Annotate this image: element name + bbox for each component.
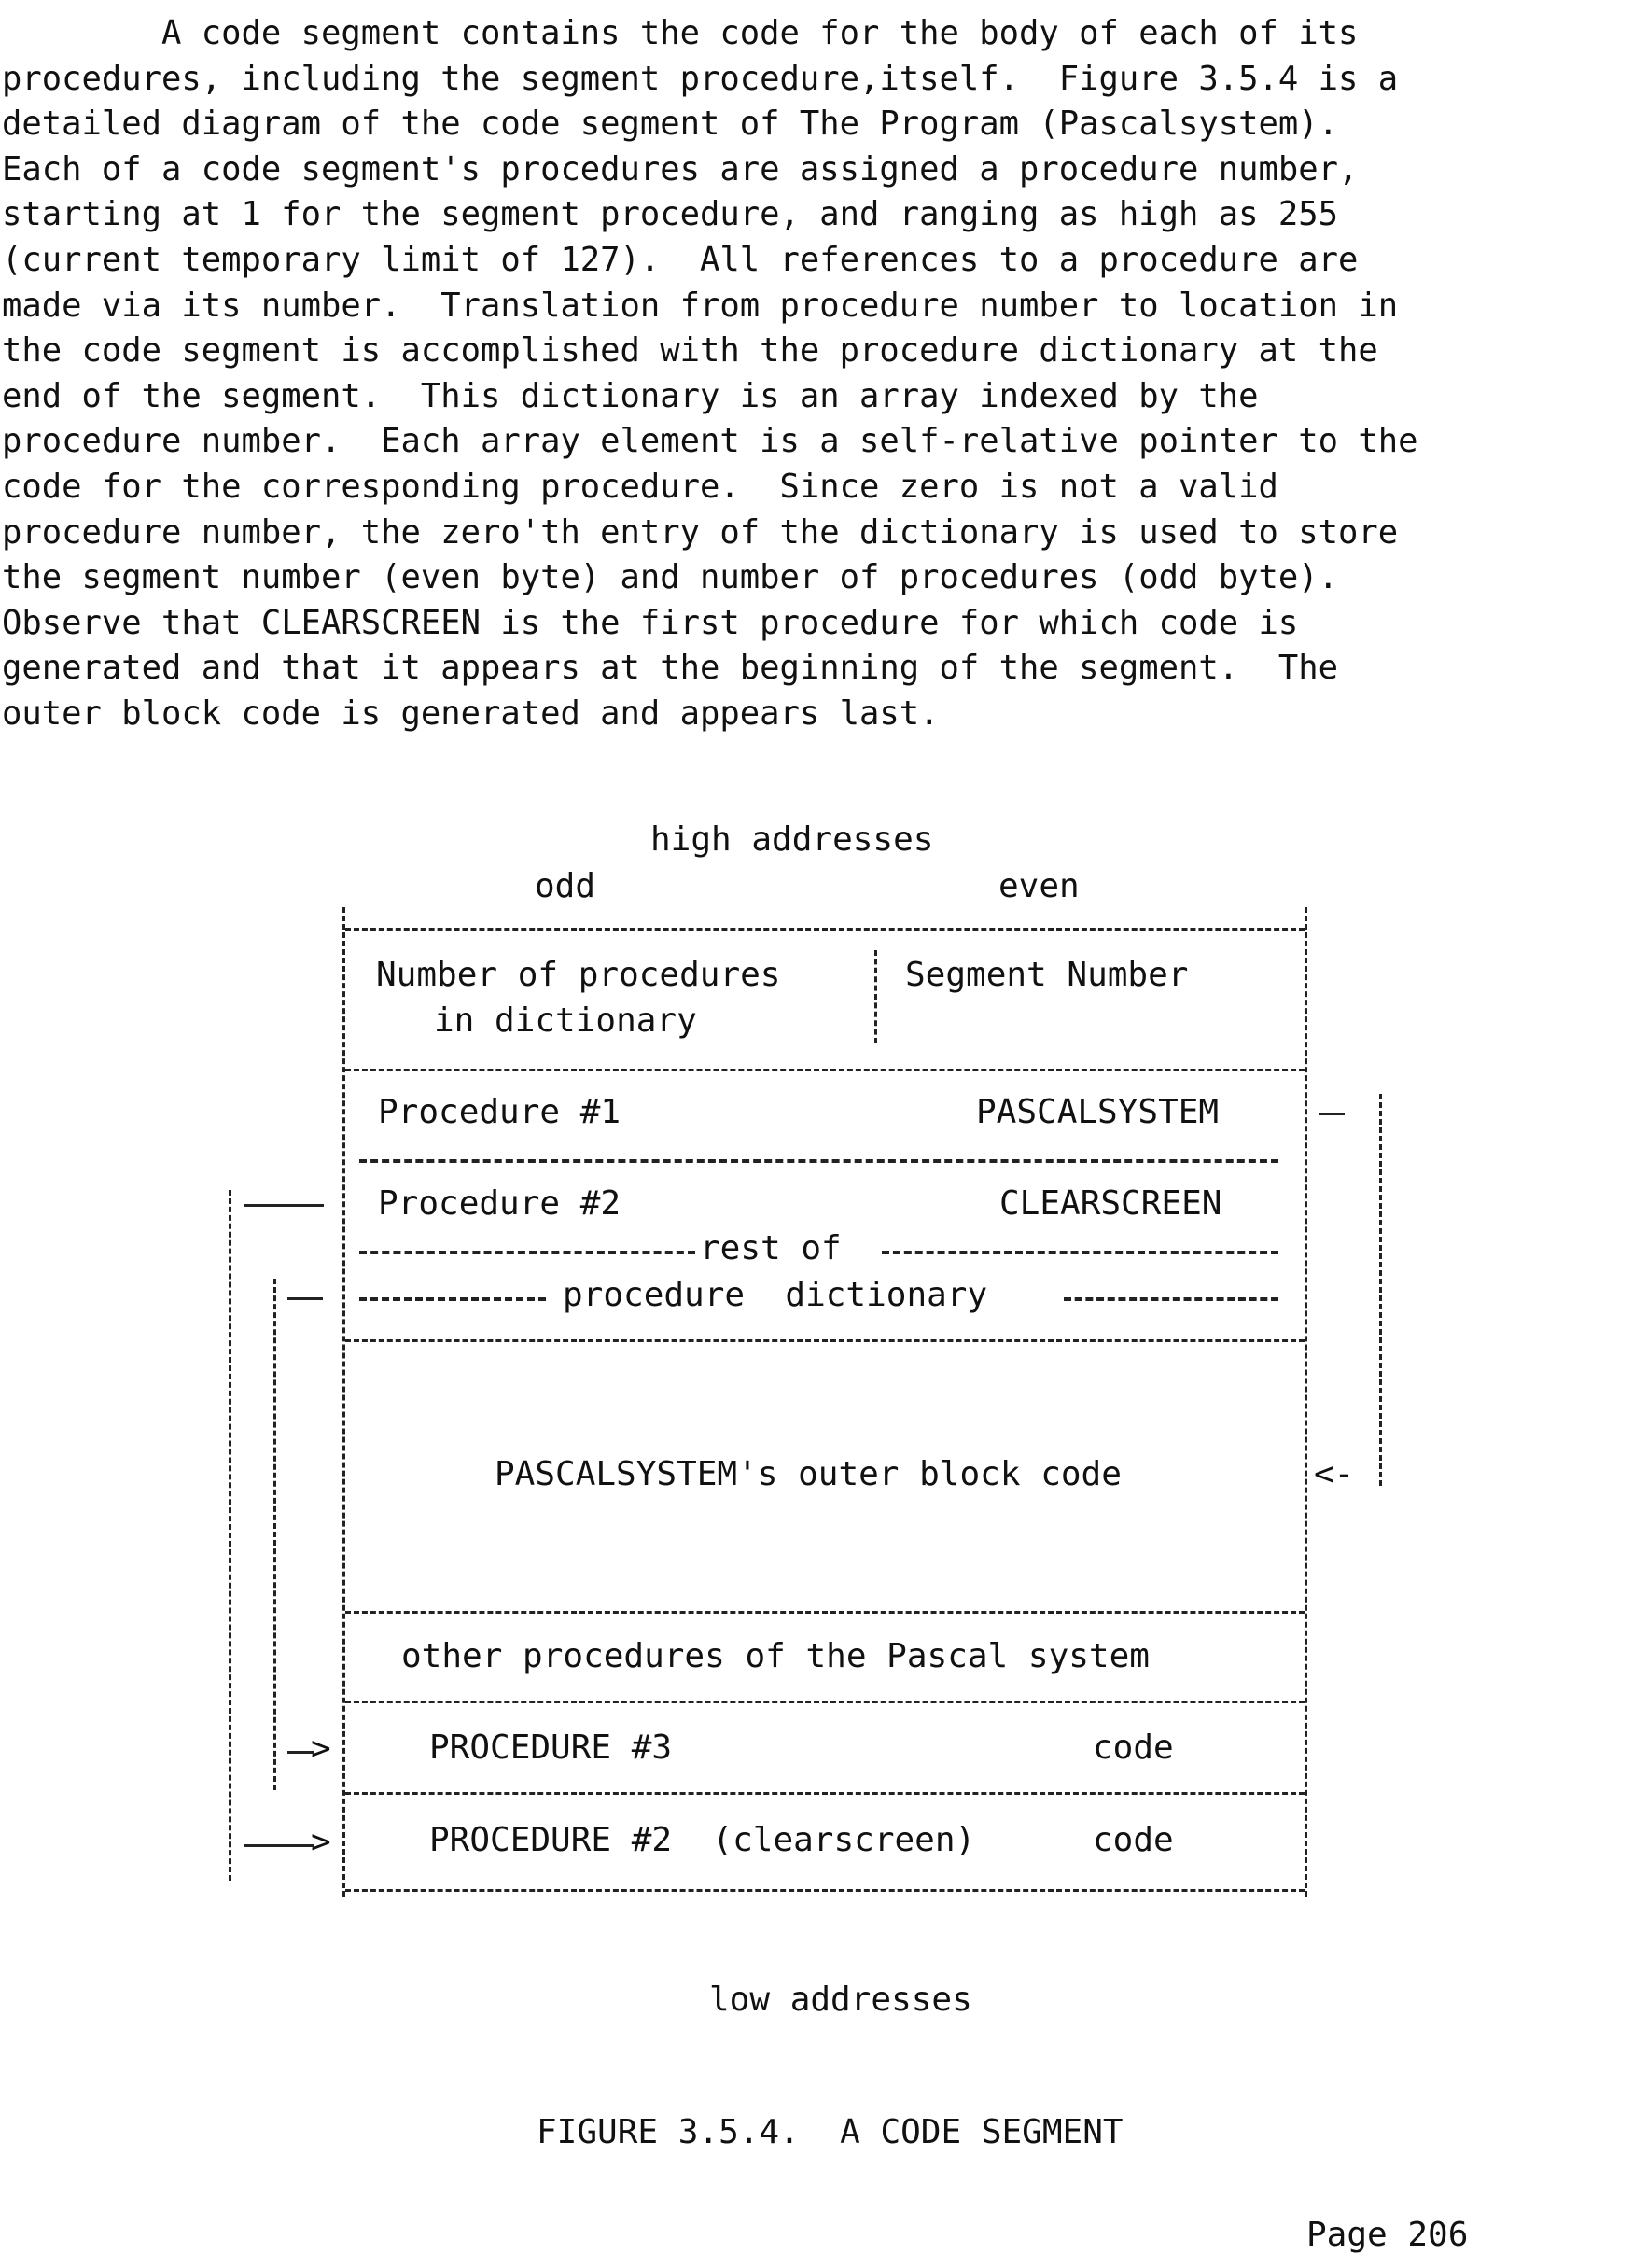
proc2-pointer-bottom-stub: [244, 1844, 314, 1847]
paragraph-line: generated and that it appears at the beginning of the segment. The: [2, 649, 1338, 688]
proc1-label: Procedure #1: [378, 1093, 621, 1131]
body-paragraph: [2, 11, 1631, 737]
paragraph-line: made via its number. Translation from procedure number to location in: [2, 286, 1399, 325]
proc3-pointer-vertical: [273, 1279, 276, 1790]
paragraph-line: detailed diagram of the code segment of The Program (Pascalsystem).: [2, 105, 1338, 144]
proc2-pointer-top-stub: [244, 1204, 324, 1207]
even-label: even: [998, 867, 1080, 905]
paragraph-line: the segment number (even byte) and number of procedures (odd byte).: [2, 558, 1338, 597]
proc2-pointer-vertical: [229, 1190, 231, 1881]
dash-fill: [1064, 1297, 1278, 1301]
box-left-edge: [342, 907, 345, 1897]
header-left-line2: in dictionary: [434, 1001, 697, 1040]
procedure-dictionary-label: procedure dictionary: [563, 1276, 988, 1314]
paragraph-line: Observe that CLEARSCREEN is the first procedure for which code is: [2, 603, 1299, 642]
paragraph-line: procedure number, the zero'th entry of the dictionary is used to store: [2, 512, 1399, 552]
proc2-code-word: code: [1093, 1821, 1174, 1859]
paragraph-line: the code segment is accomplished with the procedure dictionary at the: [2, 331, 1378, 371]
odd-label: odd: [535, 867, 596, 905]
separator-after-header: [345, 1069, 1305, 1071]
separator-after-other-procs: [345, 1701, 1305, 1703]
box-top-border: [345, 928, 1305, 931]
proc1-pointer-stub: [1319, 1113, 1345, 1115]
proc3-pointer-top-stub: [287, 1297, 323, 1300]
proc1-name: PASCALSYSTEM: [976, 1093, 1220, 1131]
proc2-code-label: PROCEDURE #2 (clearscreen): [429, 1821, 976, 1859]
paragraph-line: end of the segment. This dictionary is an array indexed by the: [2, 376, 1259, 415]
paragraph-line: Each of a code segment's procedures are assigned a procedure number,: [2, 149, 1359, 189]
paragraph-line: code for the corresponding procedure. Since zero is not a valid: [2, 467, 1278, 506]
proc2-name: CLEARSCREEN: [999, 1184, 1222, 1223]
paragraph-line: outer block code is generated and appears last.: [2, 693, 940, 733]
proc3-code-label: PROCEDURE #3: [429, 1729, 673, 1767]
paragraph-line: procedure number. Each array element is a self-relative pointer to the: [2, 422, 1418, 461]
box-bottom-border: [345, 1889, 1305, 1892]
dash-fill: [359, 1251, 695, 1254]
low-addresses-label: low addresses: [709, 1981, 972, 2019]
paragraph-line: starting at 1 for the segment procedure, and ranging as high as 255: [2, 195, 1338, 234]
high-addresses-label: high addresses: [650, 820, 934, 859]
proc1-pointer-arrowhead: <-: [1314, 1455, 1355, 1493]
proc3-pointer-arrowhead: >: [311, 1729, 331, 1768]
proc1-pointer-vertical: [1379, 1094, 1382, 1486]
box-right-edge: [1305, 907, 1307, 1897]
separator-after-proc1: [359, 1159, 1278, 1163]
paragraph-line: procedures, including the segment procedure,itself. Figure 3.5.4 is a: [2, 59, 1399, 98]
separator-after-dictionary: [345, 1339, 1305, 1342]
header-column-divider: [874, 950, 877, 1043]
rest-of-label: rest of: [700, 1229, 842, 1267]
header-left-line1: Number of procedures: [376, 956, 781, 994]
paragraph-line: (current temporary limit of 127). All references to a procedure are: [2, 240, 1359, 279]
figure-caption: FIGURE 3.5.4. A CODE SEGMENT: [537, 2113, 1124, 2151]
proc2-pointer-arrowhead: >: [311, 1823, 331, 1861]
separator-after-proc3: [345, 1792, 1305, 1795]
page-number: Page 206: [1306, 2216, 1469, 2254]
dash-fill: [882, 1251, 1278, 1254]
outer-block-label: PASCALSYSTEM's outer block code: [495, 1455, 1122, 1493]
dash-fill: [359, 1297, 546, 1301]
other-procedures-label: other procedures of the Pascal system: [401, 1637, 1150, 1675]
proc3-code-word: code: [1093, 1729, 1174, 1767]
paragraph-line: A code segment contains the code for the body of each of its: [2, 14, 1359, 52]
separator-after-outer-block: [345, 1611, 1305, 1614]
proc3-pointer-bottom-stub: [287, 1751, 314, 1754]
header-right: Segment Number: [905, 956, 1189, 994]
proc2-label: Procedure #2: [378, 1184, 621, 1223]
